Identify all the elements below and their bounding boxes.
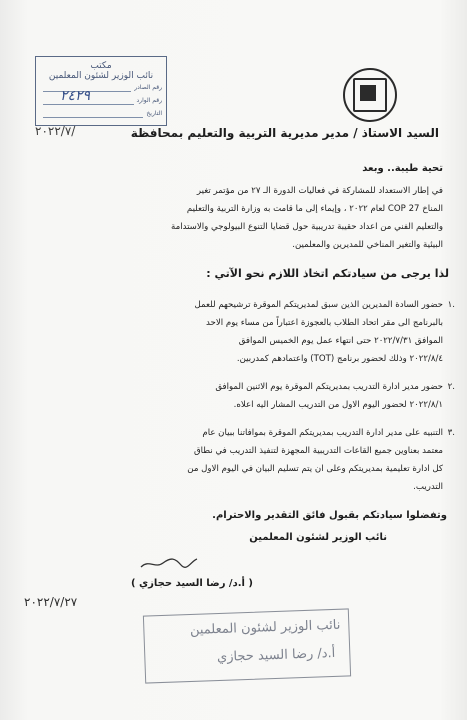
office-stamp-row-incoming	[36, 94, 166, 107]
official-stamp-bottom	[143, 608, 351, 683]
item-3-line-4: التدريب.	[413, 482, 443, 492]
office-stamp-row-outgoing	[36, 81, 166, 94]
office-stamp	[35, 56, 167, 126]
greeting: تحية طيبة.. وبعد	[362, 163, 443, 174]
item-1-line-2: بالبرنامج الى مقر اتحاد الطلاب بالعجوزة اعتباراً من مساء يوم الاحد	[206, 318, 443, 328]
eagle-emblem-icon	[353, 78, 387, 112]
signature-scribble-icon	[139, 555, 199, 571]
intro-line-4: البيئية والتغير المناخي للمديرين والمعلمين.	[292, 240, 443, 250]
office-stamp-row-date	[36, 107, 166, 120]
item-2-line-1	[34, 378, 455, 396]
stamp-label-date: التاريخ	[146, 110, 162, 117]
office-stamp-title-line1: مكتب	[90, 61, 112, 71]
addressee-line: السيد الاستاذ / مدير مديرية التربية والتعليم بمحافظة	[130, 126, 439, 140]
stamp-handwritten-number: ٢٤٢٩	[60, 88, 91, 104]
handwritten-date-bottom: ٢٠٢٢/٧/٢٧	[24, 595, 78, 609]
item-1-line-4: ٢٠٢٢/٨/٤ وذلك لحضور برنامج (TOT) واعتمادهم كمدربين.	[236, 354, 443, 364]
item-1-text-1: حضور السادة المديرين الذين سبق لمديريتكم الموقرة ترشيحهم للعمل	[194, 300, 443, 310]
item-2-number: .٢	[447, 382, 455, 392]
official-stamp-line2: أ.د/ رضا السيد حجازي	[216, 645, 336, 666]
intro-line-3: والتعليم الفني من اعداد حقيبة تدريبية حول قضايا التنوع البيولوجي والاستدامة	[170, 222, 443, 232]
signer-name: ( أ.د/ رضا السيد حجازي )	[130, 578, 253, 589]
item-1-line-1	[34, 296, 455, 314]
item-1-number: .١	[447, 300, 455, 310]
item-3-text-1: التنبيه على مدير ادارة التدريب بمديريتكم الموقرة بموافاتنا ببيان عام	[202, 428, 443, 438]
item-3-line-1	[34, 424, 455, 442]
official-stamp-line1: نائب الوزير لشئون المعلمين	[189, 617, 341, 638]
item-2-text-1: حضور مدير ادارة التدريب بمديريتكم الموقرة يوم الاثنين الموافق	[215, 382, 443, 392]
office-stamp-title	[36, 61, 166, 81]
stamp-label-incoming: رقم الوارد	[136, 97, 162, 104]
office-stamp-title-line2: نائب الوزير لشئون المعلمين	[48, 71, 154, 81]
ministry-logo-icon	[343, 68, 397, 122]
item-3-line-2: معتمد بعناوين جميع القاعات التدريبية المجهزة لتنفيذ التدريب في نطاق	[193, 446, 443, 456]
signer-title: نائب الوزير لشئون المعلمين	[249, 532, 387, 543]
stamp-label-outgoing: رقم الصادر	[134, 84, 162, 91]
closing-line: وتفضلوا سيادتكم بقبول فائق التقدير والاحترام.	[212, 510, 447, 521]
intro-line-2: المناخ COP 27 لعام ٢٠٢٢ ، وإيماء إلى ما قامت به وزارة التربية والتعليم	[186, 204, 443, 214]
item-3-number: .٣	[447, 428, 455, 438]
handwritten-date-top: ٢٠٢٢/٧/	[35, 124, 76, 138]
item-1-line-3: الموافق ٢٠٢٢/٧/٣١ حتى انتهاء عمل يوم الخميس الموافق	[238, 336, 443, 346]
lead-in-heading: لذا يرجى من سيادتكم اتخاذ اللازم نحو الآتي :	[206, 267, 449, 280]
intro-line-1: في إطار الاستعداد للمشاركة في فعاليات الدورة الـ ٢٧ من مؤتمر تغير	[196, 186, 443, 196]
item-2-line-2: ٢٠٢٢/٨/١ لحضور اليوم الاول من التدريب المشار اليه اعلاه.	[233, 400, 443, 410]
item-3-line-3: كل ادارة تعليمية بمديريتكم وعلى ان يتم تسليم البيان في اليوم الاول من	[187, 464, 443, 474]
